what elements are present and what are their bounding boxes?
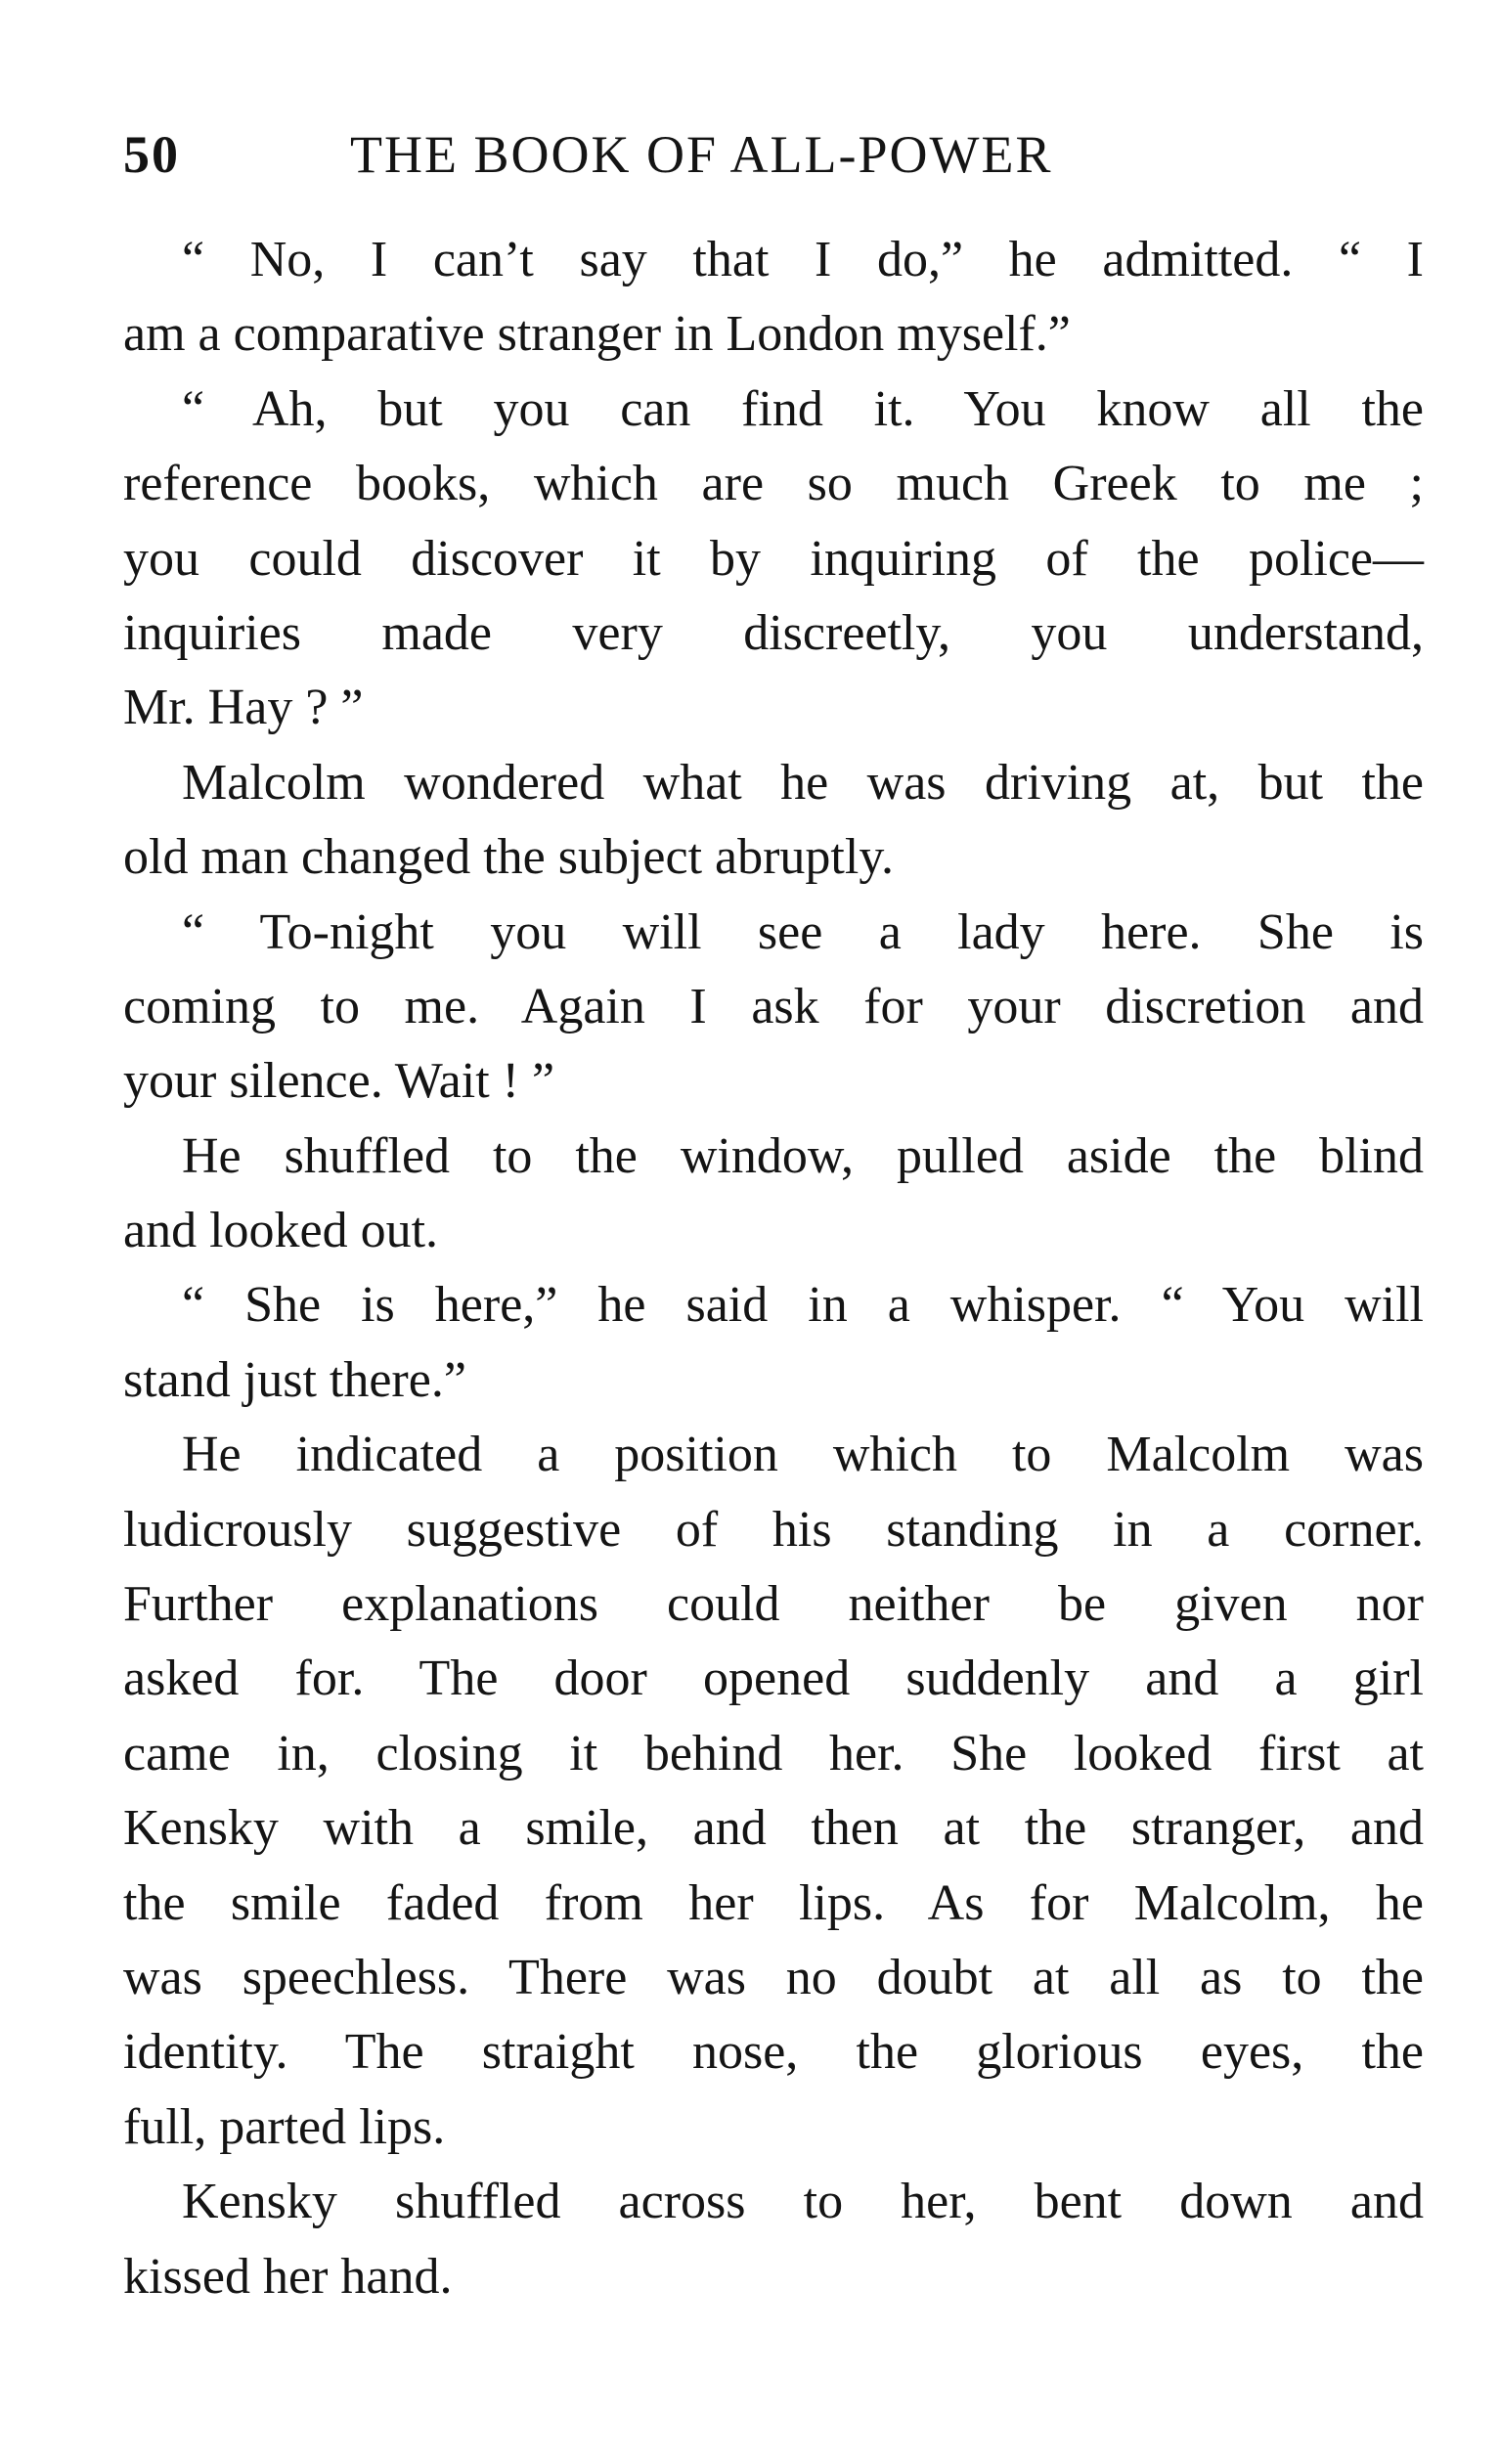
text-line: He shuffled to the window, pulled aside the blind [182,1127,1424,1184]
text-line: Kensky shuffled across to her, bent down and [182,2174,1424,2230]
text-line: Malcolm wondered what he was driving at, but the [182,754,1424,811]
text-line: coming to me. Again I ask for your discretion and [123,978,1424,1034]
paragraph [123,223,1424,373]
text-line: Kensky with a smile, and then at the stranger, and [123,1800,1424,1857]
text-line: stand just there.” [123,1351,466,1408]
paragraph [123,2165,1424,2314]
text-line: “ To-night you will see a lady here. She is [182,903,1424,960]
text-line: Further explanations could neither be given nor [123,1576,1424,1633]
text-line: am a comparative stranger in London myself.” [123,306,1071,363]
text-line: full, parted lips. [123,2098,446,2155]
text-line: reference books, which are so much Greek to me ; [123,456,1424,512]
text-line: asked for. The door opened suddenly and a girl [123,1650,1424,1707]
text-line: “ She is here,” he said in a whisper. “ You will [182,1277,1424,1334]
text-line: was speechless. There was no doubt at all as to the [123,1949,1424,2005]
running-head [123,115,1424,194]
text-line: Mr. Hay ? ” [123,680,364,736]
text-line: you could discover it by inquiring of the police— [123,530,1424,587]
text-line: and looked out. [123,1203,439,1259]
text-line: identity. The straight nose, the glorious eyes, the [123,2024,1424,2081]
text-line: “ No, I can’t say that I do,” he admitted. “ I [182,232,1424,287]
paragraph [123,1268,1424,1418]
running-title: THE BOOK OF ALL-POWER [350,125,1053,184]
paragraph [123,746,1424,896]
text-line: He indicated a position which to Malcolm was [182,1427,1424,1483]
paragraph [123,1120,1424,1269]
text-line: ludicrously suggestive of his standing in a corner. [123,1501,1424,1558]
text-line: kissed her hand. [123,2248,453,2305]
body-text [123,223,1424,2314]
text-line: old man changed the subject abruptly. [123,829,894,886]
text-line: inquiries made very discreetly, you understand, [123,604,1424,661]
page-number: 50 [123,125,180,184]
text-line: came in, closing it behind her. She looked first at [123,1725,1424,1782]
paragraph [123,373,1424,746]
text-line: your silence. Wait ! ” [123,1053,555,1110]
paragraph [123,896,1424,1120]
text-line: the smile faded from her lips. As for Malcolm, he [123,1874,1424,1931]
paragraph [123,1418,1424,2165]
text-line: “ Ah, but you can find it. You know all the [182,380,1424,437]
